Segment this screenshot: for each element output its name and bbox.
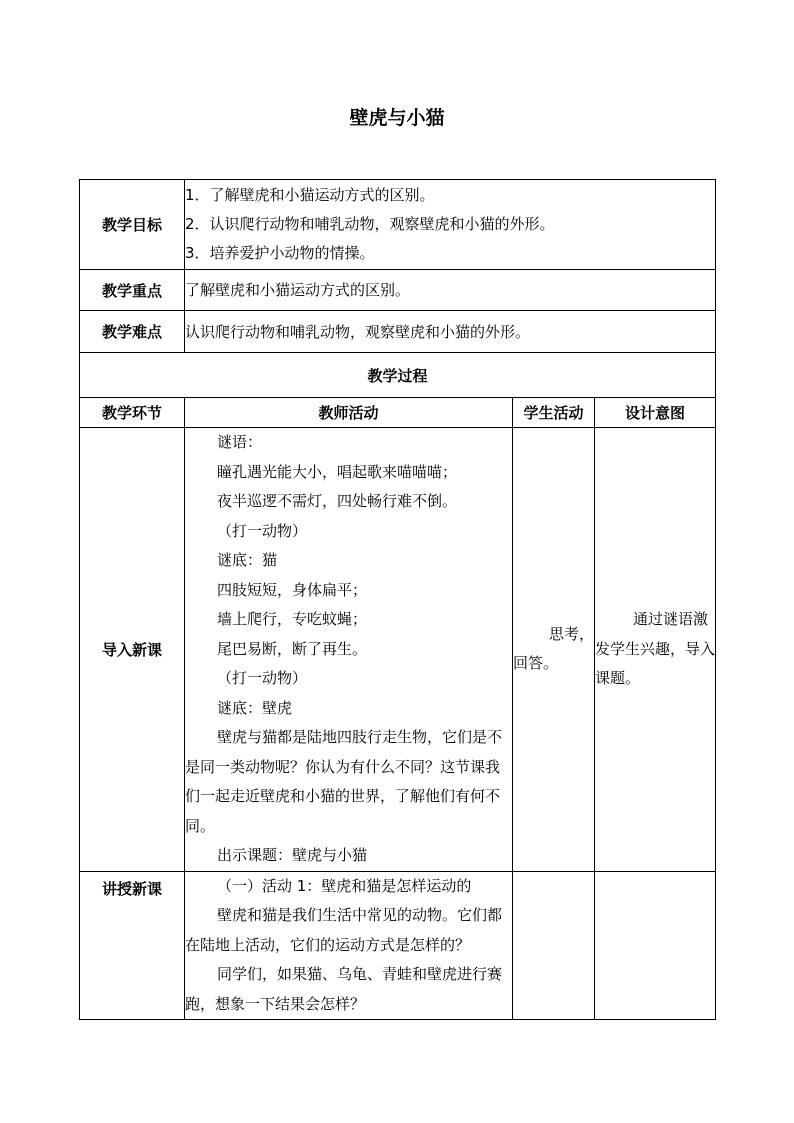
teacher-paragraph: 同学们，如果猫、乌龟、青蛙和壁虎进行赛跑，想象一下结果会怎样？: [185, 965, 503, 1013]
goals-label: 教学目标: [80, 180, 185, 270]
teacher-line: 夜半巡逻不需灯，四处畅行难不倒。: [217, 492, 458, 510]
lecture-stage: 讲授新课: [80, 871, 185, 1020]
lesson-plan-table: [79, 179, 716, 1020]
col-header-design: 设计意图: [595, 398, 716, 428]
lecture-teacher: [185, 871, 513, 1020]
key-point-label: 教学重点: [80, 270, 185, 311]
teacher-line: 瞳孔遇光能大小，唱起歌来喵喵喵；: [217, 462, 458, 481]
intro-row: [80, 428, 716, 872]
difficulty-row: [80, 311, 716, 353]
intro-student: [513, 428, 595, 872]
teacher-line: 谜底：猫: [217, 551, 278, 569]
goal-item-1: 1．了解壁虎和小猫运动方式的区别。: [185, 186, 435, 204]
student-line-2: 回答。: [513, 654, 559, 673]
process-heading: 教学过程: [80, 353, 716, 398]
teacher-line: （打一动物）: [217, 521, 308, 540]
intro-stage: 导入新课: [80, 428, 185, 872]
col-header-teacher: 教师活动: [185, 398, 513, 428]
teacher-line: 谜语：: [217, 433, 263, 451]
teacher-paragraph: 壁虎与猫都是陆地四肢行走生物，它们是不是同一类动物呢？你认为有什么不同？这节课我们一起走近壁虎和小猫的世界，了解他们有何不同。: [185, 728, 503, 835]
teacher-paragraph: 壁虎和猫是我们生活中常见的动物。它们都在陆地上活动，它们的运动方式是怎样的？: [185, 906, 503, 954]
process-heading-row: [80, 353, 716, 398]
key-point-text: 了解壁虎和小猫运动方式的区别。: [185, 270, 716, 311]
teacher-line: 墙上爬行，专吃蚊蝇；: [217, 610, 368, 628]
difficulty-text: 认识爬行动物和哺乳动物，观察壁虎和小猫的外形。: [185, 311, 716, 353]
activity-title: （一）活动 1：壁虎和猫是怎样运动的: [217, 876, 472, 895]
col-header-student: 学生活动: [513, 398, 595, 428]
teacher-line: 四肢短短，身体扁平；: [217, 580, 368, 599]
column-header-row: [80, 398, 716, 428]
teacher-line: （打一动物）: [217, 669, 308, 687]
teacher-line: 出示课题：壁虎与小猫: [217, 846, 368, 864]
lecture-design: [595, 871, 716, 1020]
page-title: 壁虎与小猫: [349, 107, 445, 129]
student-line-1: 思考，: [548, 624, 594, 643]
intro-teacher: [185, 428, 513, 872]
goals-content: [185, 180, 716, 270]
goals-row: [80, 180, 716, 270]
goal-item-2: 2．认识爬行动物和哺乳动物，观察壁虎和小猫的外形。: [185, 215, 555, 233]
teacher-line: 尾巴易断，断了再生。: [217, 639, 368, 658]
difficulty-label: 教学难点: [80, 311, 185, 353]
teacher-line: 谜底：壁虎: [217, 698, 293, 717]
lecture-row: [80, 871, 716, 1020]
col-header-stage: 教学环节: [80, 398, 185, 428]
lecture-student: [513, 871, 595, 1020]
goal-item-3: 3．培养爱护小动物的情操。: [185, 244, 375, 262]
key-point-row: [80, 270, 716, 311]
intro-design: 通过谜语激发学生兴趣，导入课题。: [595, 428, 716, 872]
